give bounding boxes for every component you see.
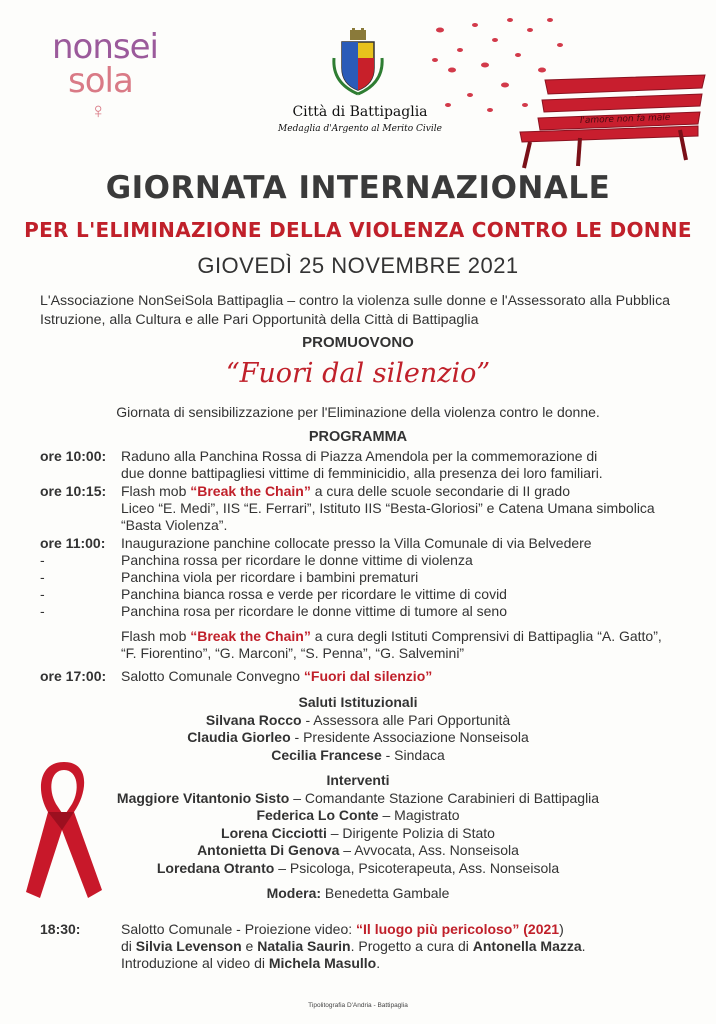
bench-text: l'amore non fa male [579, 112, 671, 126]
time-label: ore 10:00: [40, 448, 107, 464]
female-symbol-icon: ♀ [90, 98, 107, 123]
moderator-line: Modera: Benedetta Gambale [266, 885, 450, 901]
promuovono-label: PROMUOVONO [302, 334, 414, 351]
city-name: Città di Battipaglia [292, 104, 428, 120]
red-bench-illustration [430, 10, 710, 170]
program-text: Flash mob “Break the Chain” a cura degli Istituti Comprensivi di Battipaglia “A. Gatto”, “F. Fiorentino”, “G. Marconi”, “S. Penna”, “G. Salvemini” [121, 628, 662, 661]
city-crest-icon [330, 28, 386, 98]
subtitle: PER L'ELIMINAZIONE DELLA VIOLENZA CONTRO LE DONNE [24, 218, 692, 242]
programma-heading: PROGRAMMA [308, 429, 408, 445]
nonseisola-logo-top: nonsei [52, 27, 158, 67]
date-line: GIOVEDÌ 25 NOVEMBRE 2021 [197, 253, 519, 278]
saluti-section: Saluti Istituzionali Silvana Rocco - Assessora alle Pari Opportunità Claudia Giorleo - Presidente Associazione Nonseisola Cecilia Francese - Sindaca [187, 694, 529, 763]
time-label: 18:30: [40, 921, 81, 937]
program-text: Salotto Comunale - Proiezione video: “Il luogo più pericoloso” (2021) di Silvia Levenson e Natalia Saurin. Progetto a cura di Antonella Mazza. Introduzione al video di Michela Masullo. [121, 921, 586, 971]
time-label: ore 11:00: [40, 535, 106, 551]
program-text: Flash mob “Break the Chain” a cura delle scuole secondarie di II grado Liceo “E. Medi”, IIS “E. Ferrari”, Istituto IIS “Besta-Gloriosi” e Catena Umana simbolica “Basta Violenza”. [121, 483, 655, 533]
nonseisola-logo-bottom: sola [68, 61, 133, 101]
interventi-section: Interventi Maggiore Vitantonio Sisto – Comandante Stazione Carabinieri di Battipaglia Federica Lo Conte – Magistrato Lorena Cicciotti – Dirigente Polizia di Stato Antonietta Di Genova – Avvocata, Ass. Nonseisola Loredana Otranto – Psicologa, Psicoterapeuta, Ass. Nonseisola [116, 772, 600, 876]
main-title: GIORNATA INTERNAZIONALE [105, 170, 611, 206]
printer-credit: Tipolitografia D'Andria - Battipaglia [308, 1002, 408, 1009]
city-medal-subtitle: Medaglia d'Argento al Merito Civile [278, 124, 442, 134]
program-text: Salotto Comunale Convegno “Fuori dal silenzio” [121, 668, 433, 684]
interventi-heading: Interventi [326, 772, 390, 788]
program-text: Inaugurazione panchine collocate presso la Villa Comunale di via Belvedere [121, 535, 592, 551]
event-title: “Fuori dal silenzio” [225, 358, 491, 389]
intro-paragraph: L'Associazione NonSeiSola Battipaglia – contro la violenza sulle donne e l'Assessorato alla Pubblica Istruzione, alla Cultura e alle Pari Opportunità della Città di Battipaglia [40, 293, 671, 328]
saluti-heading: Saluti Istituzionali [298, 694, 418, 710]
time-label: ore 10:15: [40, 483, 107, 499]
time-label: ore 17:00: [40, 668, 107, 684]
event-description: Giornata di sensibilizzazione per l'Eliminazione della violenza contro le donne. [116, 404, 600, 420]
program-text: Raduno alla Panchina Rossa di Piazza Amendola per la commemorazione di due donne battipagliesi vittime di femminicidio, alla presenza dei loro familiari. [121, 448, 603, 481]
